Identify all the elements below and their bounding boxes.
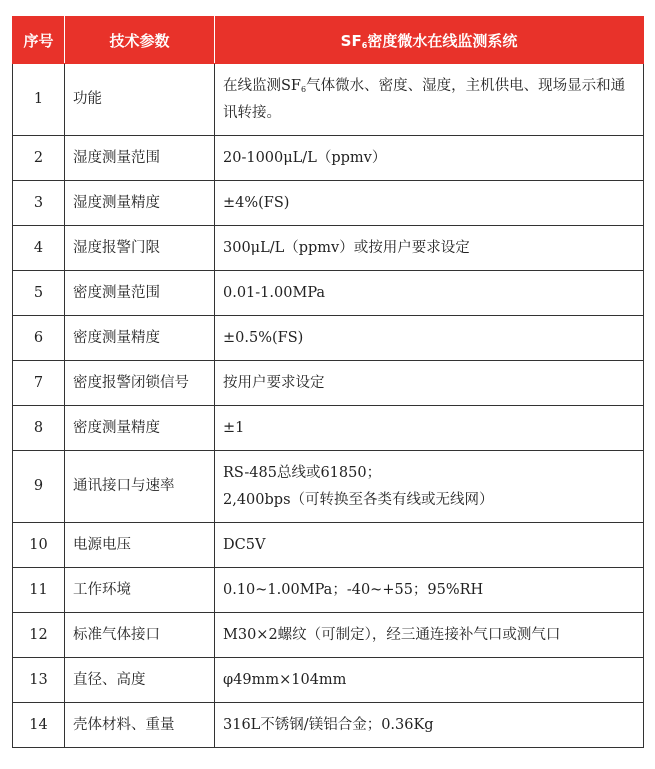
row-param: 直径、高度: [65, 658, 215, 703]
header-no: 序号: [13, 17, 65, 64]
row-param: 工作环境: [65, 568, 215, 613]
row-param: 标准气体接口: [65, 613, 215, 658]
row-param: 密度测量精度: [65, 316, 215, 361]
row-param: 功能: [65, 64, 215, 136]
row-number: 13: [13, 658, 65, 703]
row-value: 按用户要求设定: [215, 361, 644, 406]
row-number: 3: [13, 181, 65, 226]
row-number: 11: [13, 568, 65, 613]
spec-table: [12, 16, 644, 748]
header-value: [215, 17, 644, 64]
header-param: 技术参数: [65, 17, 215, 64]
row-number: 10: [13, 523, 65, 568]
row-value-subscript: 6: [301, 84, 307, 94]
row-value: [215, 64, 644, 136]
table-row: [13, 316, 644, 361]
row-number: 1: [13, 64, 65, 136]
row-param: 湿度报警门限: [65, 226, 215, 271]
row-value-line: RS-485总线或61850；: [223, 464, 382, 481]
row-value: ±4%(FS): [215, 181, 644, 226]
row-value: ±0.5%(FS): [215, 316, 644, 361]
row-number: 2: [13, 136, 65, 181]
table-row: [13, 136, 644, 181]
row-value: 0.01-1.00MPa: [215, 271, 644, 316]
header-value-prefix: SF: [340, 31, 362, 50]
row-number: 6: [13, 316, 65, 361]
header-value-subscript: 6: [361, 40, 368, 50]
table-row: [13, 613, 644, 658]
table-row: [13, 181, 644, 226]
row-number: 9: [13, 451, 65, 523]
row-param: 湿度测量精度: [65, 181, 215, 226]
row-number: 4: [13, 226, 65, 271]
row-value: φ49mm×104mm: [215, 658, 644, 703]
row-value: 0.10~1.00MPa；-40~+55；95%RH: [215, 568, 644, 613]
row-number: 12: [13, 613, 65, 658]
row-value: M30×2螺纹（可制定），经三通连接补气口或测气口: [215, 613, 644, 658]
table-row: [13, 64, 644, 136]
row-value: 300μL/L（ppmv）或按用户要求设定: [215, 226, 644, 271]
row-number: 8: [13, 406, 65, 451]
table-row: [13, 568, 644, 613]
row-param: 湿度测量范围: [65, 136, 215, 181]
row-param: 密度报警闭锁信号: [65, 361, 215, 406]
row-value-part: 气体微水、密度、湿度，主机供电、现场显示和通讯转接。: [223, 77, 626, 121]
table-row: [13, 658, 644, 703]
table-header-row: [13, 17, 644, 64]
row-number: 7: [13, 361, 65, 406]
row-param: 密度测量精度: [65, 406, 215, 451]
table-row: [13, 361, 644, 406]
table-row: [13, 703, 644, 748]
row-param: 壳体材料、重量: [65, 703, 215, 748]
row-value: DC5V: [215, 523, 644, 568]
table-row: [13, 451, 644, 523]
table-row: [13, 523, 644, 568]
table-row: [13, 406, 644, 451]
table-row: [13, 271, 644, 316]
row-value-part: 在线监测SF: [223, 77, 301, 94]
row-param: 电源电压: [65, 523, 215, 568]
row-value: [215, 451, 644, 523]
row-number: 14: [13, 703, 65, 748]
row-param: 通讯接口与速率: [65, 451, 215, 523]
row-value: 20-1000μL/L（ppmv）: [215, 136, 644, 181]
header-value-suffix: 密度微水在线监测系统: [367, 31, 518, 50]
row-value: 316L不锈钢/镁铝合金；0.36Kg: [215, 703, 644, 748]
row-param: 密度测量范围: [65, 271, 215, 316]
row-number: 5: [13, 271, 65, 316]
row-value: ±1: [215, 406, 644, 451]
table-row: [13, 226, 644, 271]
row-value-line: 2,400bps（可转换至各类有线或无线网）: [223, 491, 494, 508]
